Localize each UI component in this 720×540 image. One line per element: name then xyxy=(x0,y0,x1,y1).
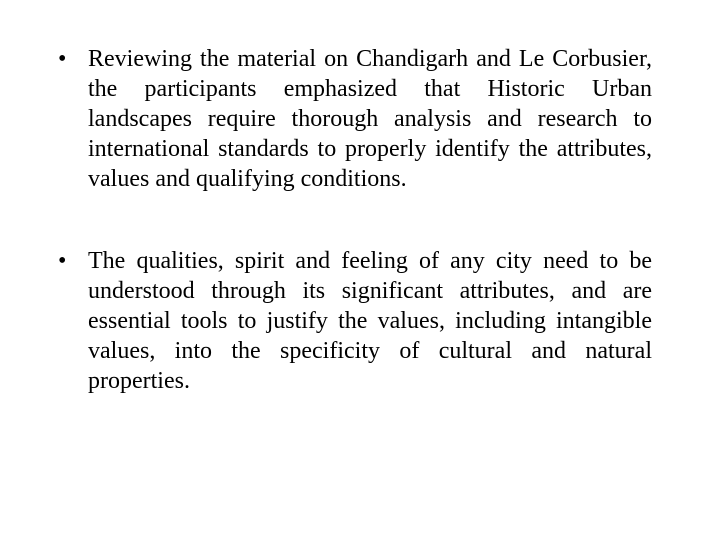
bullet-item xyxy=(58,44,652,194)
bullet-text: Reviewing the material on Chandigarh and Le Corbusier, the participants emphasized that Historic Urban landscapes require thorough analysis and research to international standards to properly identify the attributes, values and qualifying conditions. xyxy=(88,46,652,192)
bullet-marker-icon: • xyxy=(58,46,67,72)
bullet-marker-icon: • xyxy=(58,248,67,274)
bullet-list xyxy=(58,44,652,448)
bullet-text: The qualities, spirit and feeling of any city need to be understood through its significant attributes, and are essential tools to justify the values, including intangible values, into the specificity of cultural and natural properties. xyxy=(88,248,652,394)
bullet-item xyxy=(58,246,652,396)
